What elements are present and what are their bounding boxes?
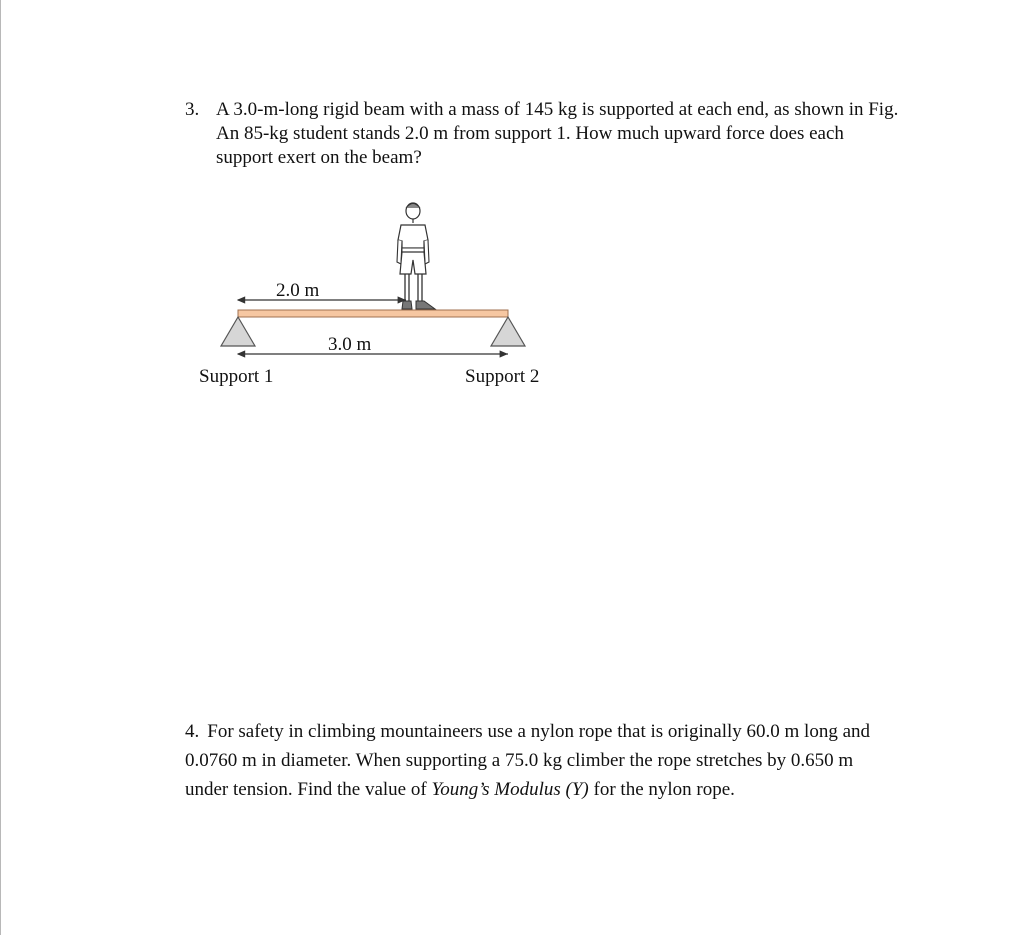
student-figure <box>397 203 435 309</box>
youngs-modulus-term: Young’s Modulus (Y) <box>431 779 589 800</box>
question-3-number: 3. <box>185 99 200 120</box>
question-4-text-end: for the nylon rope. <box>588 779 735 800</box>
question-4-text: For safety in climbing mountaineers use a nylon rope that is originally 60.0 m long and 0.0760 m in diameter. When supporting a 75.0 kg climber the rope stretches by 0.650 m under tension. Find the value of <box>185 721 871 800</box>
beam <box>238 310 508 317</box>
beam-length-label: 3.0 m <box>328 334 372 355</box>
question-3-text: A 3.0-m-long rigid beam with a mass of 145 kg is supported at each end, as shown in Fig. An 85-kg student stands 2.0 m from support 1. How much upward force does each support exert on the beam? <box>216 99 899 168</box>
support-1-triangle <box>221 317 255 346</box>
student-distance-label: 2.0 m <box>276 280 320 301</box>
support-2-label: Support 2 <box>465 366 540 387</box>
beam-figure <box>190 190 570 400</box>
support-2-triangle <box>491 317 525 346</box>
question-3 <box>185 98 905 170</box>
support-1-label: Support 1 <box>199 366 274 387</box>
question-4-number: 4. <box>185 721 200 742</box>
question-4 <box>185 717 900 804</box>
page-left-edge <box>0 0 1 935</box>
